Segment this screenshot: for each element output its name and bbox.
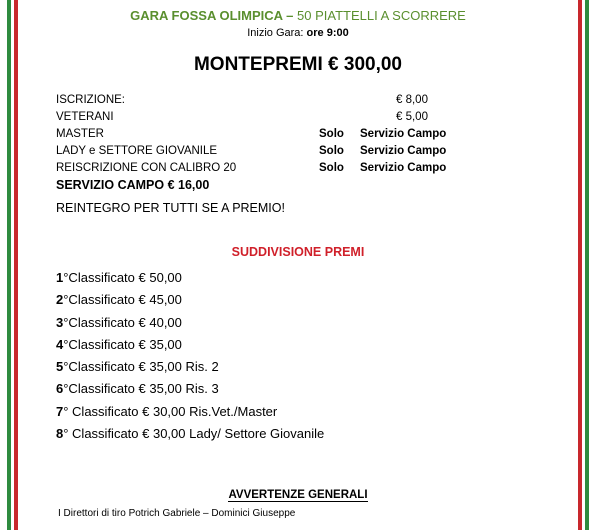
list-item: 1°Classificato € 50,00 (56, 270, 182, 285)
fees-table (56, 92, 476, 177)
flag-border-right (578, 0, 589, 530)
directors-line: I Direttori di tiro Potrich Gabriele – Dominici Giuseppe (58, 508, 296, 519)
fee-row: LADY e SETTORE GIOVANILE Solo Servizio Campo (56, 145, 447, 157)
flag-stripe-green (585, 0, 589, 530)
flag-border-left (7, 0, 18, 530)
prize-ranks-list (56, 267, 324, 445)
start-time: Inizio Gara: ore 9:00 (247, 27, 349, 39)
event-subtitle: GARA FOSSA OLIMPICA – 50 PIATTELLI A SCORRERE (130, 8, 466, 23)
warnings-title: AVVERTENZE GENERALI (228, 489, 368, 501)
list-item: 8° Classificato € 30,00 Lady/ Settore Giovanile (56, 426, 325, 442)
list-item: 7° Classificato € 30,00 Ris.Vet./Master (56, 403, 278, 419)
fee-row: ISCRIZIONE: € 8,00 (56, 94, 428, 106)
list-item: 2°Classificato € 45,00 (56, 292, 182, 308)
list-item: 6°Classificato € 35,00 Ris. 3 (56, 381, 219, 397)
list-item: 3°Classificato € 40,00 (56, 314, 182, 330)
list-item: 4°Classificato € 35,00 (56, 336, 182, 352)
fee-row: VETERANI € 5,00 (56, 111, 428, 123)
prizes-section-title: SUDDIVISIONE PREMI (231, 245, 365, 259)
flag-stripe-red (14, 0, 18, 530)
prize-pool: MONTEPREMI € 300,00 (193, 54, 403, 75)
list-item: 5°Classificato € 35,00 Ris. 2 (56, 359, 219, 375)
fee-row: MASTER Solo Servizio Campo (56, 128, 447, 140)
fee-row: REISCRIZIONE CON CALIBRO 20 Solo Servizio Campo (56, 162, 447, 174)
reintegro-note: REINTEGRO PER TUTTI SE A PREMIO! (56, 201, 285, 215)
service-fee: SERVIZIO CAMPO € 16,00 (56, 178, 210, 192)
